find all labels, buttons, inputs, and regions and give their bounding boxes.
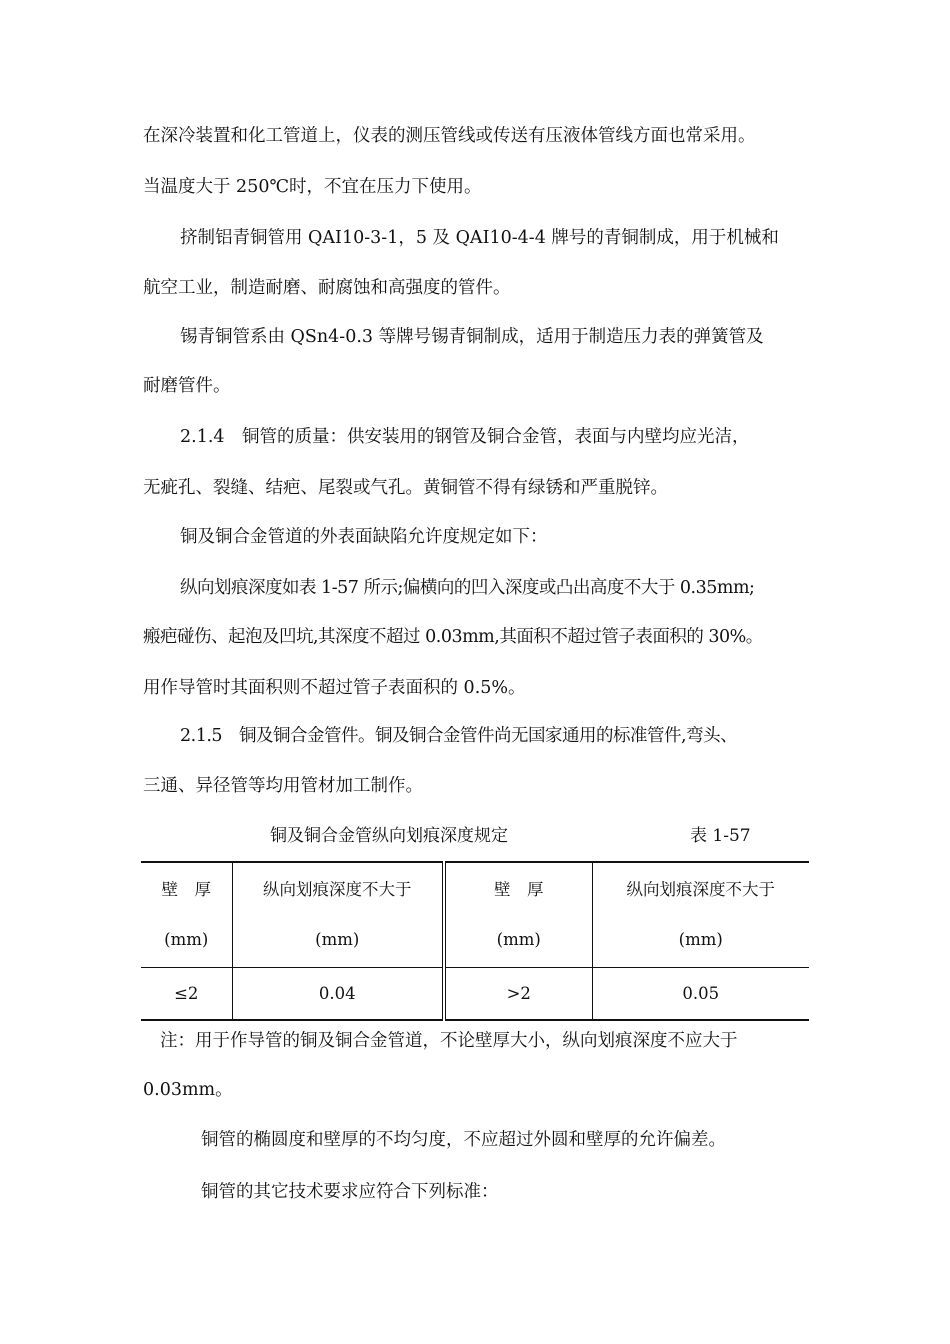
paragraph-line: 铜及铜合金管道的外表面缺陷允许度规定如下： bbox=[180, 527, 548, 547]
paragraph-line: 用作导管时其面积则不超过管子表面积的 0.5%。 bbox=[143, 678, 526, 698]
header-unit: (mm) bbox=[678, 930, 723, 949]
header-cell bbox=[444, 862, 592, 968]
table-number: 表 1-57 bbox=[690, 826, 751, 846]
paragraph-line: 三通、异径管等均用管材加工制作。 bbox=[143, 776, 423, 796]
table-cell: ≤2 bbox=[141, 968, 232, 1021]
header-cell bbox=[141, 862, 232, 968]
paragraph-line: 挤制铝青铜管用 QAI10-3-1，5 及 QAI10-4-4 牌号的青铜制成，用于机械和 bbox=[180, 228, 779, 248]
header-label: 壁 厚 bbox=[494, 880, 544, 899]
table-cell: 0.05 bbox=[592, 968, 809, 1021]
header-unit: (mm) bbox=[315, 930, 360, 949]
header-cell bbox=[232, 862, 444, 968]
paragraph-line: 铜管的其它技术要求应符合下列标准： bbox=[201, 1182, 499, 1202]
table-cell: >2 bbox=[444, 968, 592, 1021]
paragraph-line: 耐磨管件。 bbox=[143, 376, 231, 396]
paragraph-line: 瘢疤碰伤、起泡及凹坑,其深度不超过 0.03mm,其面积不超过管子表面积的 30%。 bbox=[143, 627, 763, 647]
header-unit: (mm) bbox=[496, 930, 541, 949]
table-caption: 铜及铜合金管纵向划痕深度规定 bbox=[270, 826, 508, 846]
header-unit: (mm) bbox=[164, 930, 209, 949]
paragraph-line: 无疵孔、裂缝、结疤、尾裂或气孔。黄铜管不得有绿锈和严重脱锌。 bbox=[143, 478, 668, 498]
paragraph-line: 航空工业，制造耐磨、耐腐蚀和高强度的管件。 bbox=[143, 278, 511, 298]
paragraph-line: 纵向划痕深度如表 1-57 所示;偏横向的凹入深度或凸出高度不大于 0.35mm; bbox=[180, 578, 755, 598]
header-label: 壁 厚 bbox=[161, 880, 211, 899]
table-note: 注：用于作导管的铜及铜合金管道，不论壁厚大小，纵向划痕深度不应大于 bbox=[160, 1031, 738, 1051]
table-cell: 0.04 bbox=[232, 968, 444, 1021]
header-label: 纵向划痕深度不大于 bbox=[626, 880, 775, 899]
paragraph-line: 当温度大于 250℃时，不宜在压力下使用。 bbox=[143, 177, 482, 197]
paragraph-line: 在深冷装置和化工管道上，仪表的测压管线或传送有压液体管线方面也常采用。 bbox=[143, 126, 756, 146]
scratch-depth-table bbox=[141, 861, 809, 1021]
header-cell bbox=[592, 862, 809, 968]
table-row bbox=[141, 968, 809, 1021]
paragraph-line: 锡青铜管系由 QSn4-0.3 等牌号锡青铜制成，适用于制造压力表的弹簧管及 bbox=[180, 327, 764, 347]
paragraph-line: 2.1.4 铜管的质量：供安装用的钢管及铜合金管，表面与内壁均应光洁， bbox=[180, 427, 750, 447]
paragraph-line: 2.1.5 铜及铜合金管件。铜及铜合金管件尚无国家通用的标准管件,弯头、 bbox=[180, 726, 738, 746]
paragraph-line: 铜管的椭圆度和壁厚的不均匀度，不应超过外圆和壁厚的允许偏差。 bbox=[201, 1130, 726, 1150]
table-note: 0.03mm。 bbox=[143, 1080, 233, 1100]
table-header-row bbox=[141, 862, 809, 968]
header-label: 纵向划痕深度不大于 bbox=[263, 880, 412, 899]
